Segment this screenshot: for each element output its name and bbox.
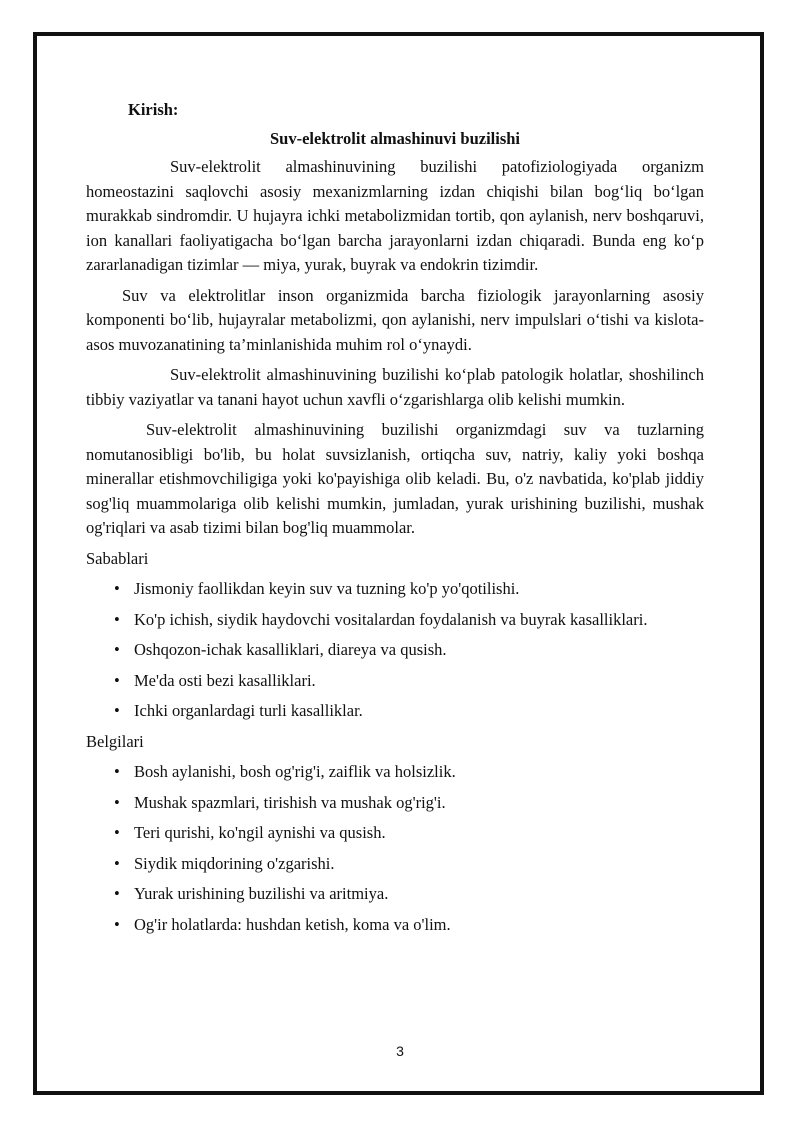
list-item [86, 760, 704, 785]
bullet-icon: • [114, 670, 120, 690]
list-item [86, 638, 704, 663]
causes-heading: Sabablari [86, 548, 149, 568]
list-item-text: Teri qurishi, ko'ngil aynishi va qusish. [134, 823, 386, 842]
causes-list [86, 577, 704, 724]
bullet-icon: • [114, 853, 120, 873]
paragraph: Suv-elektrolit almashinuvining buzilishi ko‘plab patologik holatlar, shoshilinch tibbiy vaziyatlar va tanani hayot uchun xavfli o‘zgarishlarga olib kelishi mumkin. [86, 365, 704, 409]
bullet-icon: • [114, 823, 120, 842]
section-title: Suv-elektrolit almashinuvi buzilishi [270, 128, 520, 148]
symptoms-heading: Belgilari [86, 731, 144, 751]
bullet-icon: • [114, 914, 120, 934]
bullet-icon: • [114, 609, 120, 629]
bullet-icon: • [114, 884, 120, 903]
bullet-icon: • [114, 579, 120, 598]
list-item [86, 608, 704, 633]
list-item [86, 791, 704, 816]
list-item [86, 577, 704, 602]
document-body [86, 98, 704, 943]
bullet-icon: • [114, 762, 120, 781]
paragraph: Suv-elektrolit almashinuvining buzilishi patofiziologiyada organizm homeostazini saqlovchi asosiy mexanizmlarning izdan chiqishi bilan bog‘liq bo‘lgan murakkab sindromdir. U hujayra ichki metabolizmidan tortib, qon aylanish, nerv boshqaruvi, ion kanallari faoliyatigacha bo‘lgan barcha jarayonlarni izdan chiqaradi. Bunda eng ko‘p zararlanadigan tizimlar — miya, yurak, buyrak va endokrin tizimdir. [86, 157, 704, 274]
list-item-text: Siydik miqdorining o'zgarishi. [134, 853, 335, 873]
list-item-text: Oshqozon-ichak kasalliklari, diareya va qusish. [134, 640, 447, 659]
list-item-text: Ko'p ichish, siydik haydovchi vositalardan foydalanish va buyrak kasalliklari. [134, 609, 648, 629]
list-item-text: Og'ir holatlarda: hushdan ketish, koma va o'lim. [134, 914, 451, 934]
paragraph: Suv-elektrolit almashinuvining buzilishi organizmdagi suv va tuzlarning nomutanosibligi bo'lib, bu holat suvsizlanish, ortiqcha suv, natriy, kaliy yoki boshqa minerallar etishmovchiligiga yoki ko'payishiga olib keladi. Bu, o'z navbatida, ko'plab jiddiy sog'liq muammolariga olib kelishi mumkin, jumladan, yurak urishining buzilishi, mushak og'riqlari va asab tizimi bilan bog'liq muammolar. [86, 420, 704, 537]
list-item-text: Ichki organlardagi turli kasalliklar. [134, 701, 363, 720]
bullet-icon: • [114, 701, 120, 720]
list-item-text: Me'da osti bezi kasalliklari. [134, 670, 316, 690]
list-item-text: Yurak urishining buzilishi va aritmiya. [134, 884, 389, 903]
list-item [86, 669, 704, 694]
paragraph: Suv va elektrolitlar inson organizmida barcha fiziologik jarayonlarning asosiy komponenti bo‘lib, hujayralar metabolizmi, qon aylanishi, nerv impulslari o‘tishi va kislota-asos muvozanatining ta’minlanishida muhim rol o‘ynaydi. [86, 285, 704, 354]
list-item-text: Mushak spazmlari, tirishish va mushak og'rig'i. [134, 792, 446, 812]
intro-label: Kirish: [128, 100, 179, 119]
list-item-text: Jismoniy faollikdan keyin suv va tuzning ko'p yo'qotilishi. [134, 579, 520, 598]
bullet-icon: • [114, 792, 120, 812]
list-item [86, 852, 704, 877]
list-item [86, 913, 704, 938]
bullet-icon: • [114, 640, 120, 659]
list-item [86, 821, 704, 846]
list-item [86, 699, 704, 724]
symptoms-list [86, 760, 704, 937]
list-item-text: Bosh aylanishi, bosh og'rig'i, zaiflik va holsizlik. [134, 762, 456, 781]
list-item [86, 882, 704, 907]
page-number: 3 [396, 1043, 404, 1059]
